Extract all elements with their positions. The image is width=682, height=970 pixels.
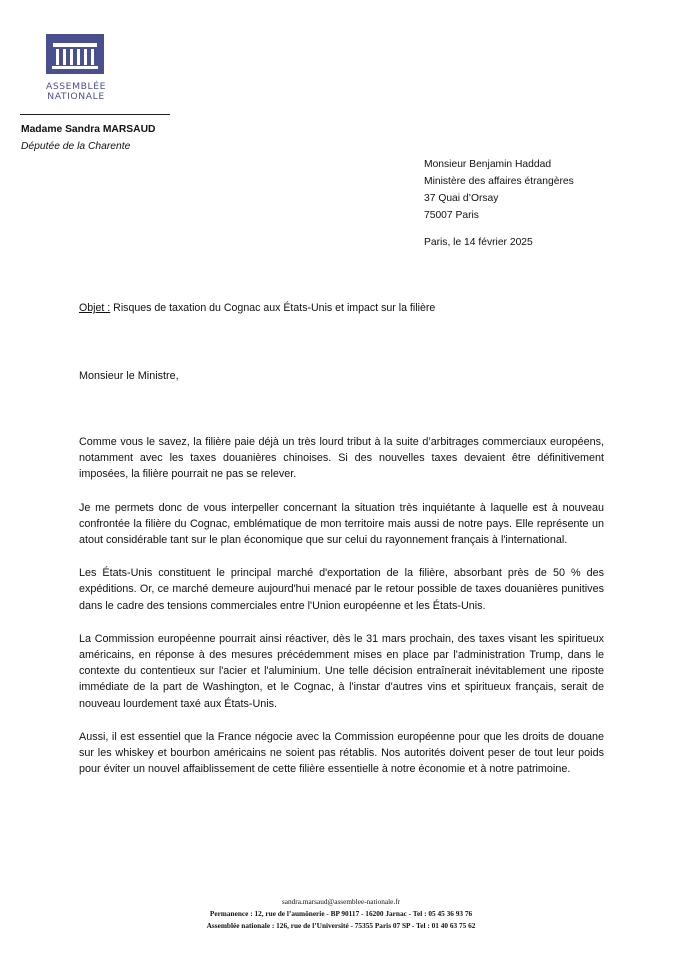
recipient-address [424,156,574,224]
recipient-name: Monsieur Benjamin Haddad [424,159,552,170]
subject-label: Objet : [79,302,111,314]
paragraph: Aussi, il est essentiel que la France négocie avec la Commission européenne pour que les droits de douane sur les whiskey et bourbon américains ne soient pas rétablis. Nos autorités doivent peser de tout leur poids pour éviter un nouvel affaiblissement de cette filière essentielle à notre économie et à notre patrimoine. [79,730,604,776]
footer-email: sandra.marsaud@assemblee-nationale.fr [281,897,401,906]
footer-permanence: Permanence : 12, rue de l’aumônerie - BP 90117 - 16200 Jarnac - Tel : 05 45 36 93 76 [209,909,473,918]
footer-assemblee: Assemblée nationale : 126, rue de l’Université - 75355 Paris 07 SP - Tel : 01 40 63 75 62 [206,921,476,930]
logo-line-2: NATIONALE [47,91,105,102]
recipient-city: 75007 Paris [424,210,479,221]
paragraph: Les États-Unis constituent le principal marché d'exportation de la filière, absorbant près de 50 % des expéditions. Or, ce marché demeure aujourd'hui menacé par le retour possible de taxes douanières punitives dans le cadre des tensions commerciales entre l'Union européenne et les États-Unis. [79,567,604,612]
paragraph: La Commission européenne pourrait ainsi réactiver, dès le 31 mars prochain, des taxes visant les spiritueux américains, en réponse à des mesures précédemment mises en place par l'administration Trump, dans le contexte du contentieux sur l'acier et l'aluminium. Une telle décision entraînerait inévitablement une riposte immédiate de la part de Washington, et le Cognac, à l'instar d'autres vins et spiritueux français, serait de nouveau lourdement taxé aux États-Unis. [79,632,604,710]
paragraph: Comme vous le savez, la filière paie déjà un très lourd tribut à la suite d’arbitrages commerciaux européens, notamment avec les taxes douanières chinoises. Si des nouvelles taxes devaient être définitivement imposées, la filière pourrait ne pas se relever. [79,436,604,481]
recipient-street: 37 Quai d’Orsay [424,193,499,204]
sender-role: Députée de la Charente [21,141,131,152]
paragraph: Je me permets donc de vous interpeller concernant la situation très inquiétante à laquelle est à nouveau confrontée la filière du Cognac, emblématique de mon territoire mais aussi de notre pays. Elle représente un atout considérable tant sur le plan économique que sur celui du rayonnement français à l'international. [79,501,604,547]
letter-date: Paris, le 14 février 2025 [424,237,533,248]
logo-line-1: ASSEMBLÉE [45,81,107,92]
subject-line [79,302,435,314]
salutation: Monsieur le Ministre, [79,370,179,382]
recipient-ministry: Ministère des affaires étrangères [424,176,574,187]
letter-footer [0,896,682,932]
assemblee-nationale-logo [44,34,120,102]
sender-name: Madame Sandra MARSAUD [21,124,156,135]
header-divider [20,114,170,115]
letter-body [79,434,604,794]
hemicycle-emblem-icon [46,34,104,74]
subject-text: Risques de taxation du Cognac aux États-Unis et impact sur la filière [110,302,436,314]
